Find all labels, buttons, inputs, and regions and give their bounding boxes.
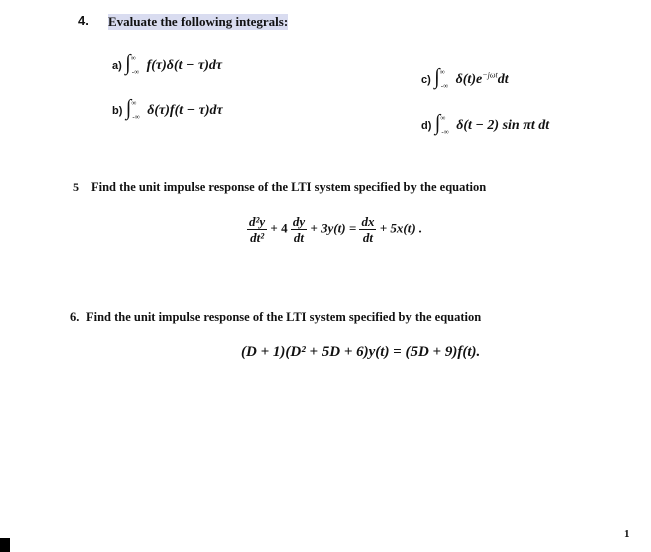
q4b-label: b) bbox=[112, 105, 123, 117]
fraction-d2y-dt2: $\frac{\text{d²y}}{\text{dt²}}$ bbox=[249, 214, 266, 245]
q4c-integrand: δ(t)e bbox=[455, 72, 483, 87]
q4b-integrand: δ(τ)f(t − τ)dτ bbox=[147, 103, 223, 118]
q4-instruction: Evaluate the following integrals: bbox=[108, 14, 289, 29]
q4c-lower: -∞ bbox=[440, 82, 449, 90]
q5-equation bbox=[247, 215, 422, 244]
q5-plus4: + 4 bbox=[270, 220, 288, 236]
q6-text: Find the unit impulse response of the LTI system specified by the equation bbox=[86, 310, 482, 324]
q5-number: 5 bbox=[73, 180, 79, 194]
q4a-label: a) bbox=[112, 60, 122, 72]
q4c-tail: dt bbox=[497, 72, 509, 87]
integral-icon: ∫ bbox=[125, 95, 132, 121]
fraction-dx-dt: $\frac{dx}{dt}$ bbox=[361, 214, 375, 245]
q4b-lower: -∞ bbox=[132, 113, 140, 121]
q4b bbox=[112, 97, 223, 120]
integral-icon: ∫ bbox=[434, 110, 441, 136]
q4a-integrand: f(τ)δ(t − τ)dτ bbox=[146, 58, 223, 73]
q4d-label: d) bbox=[421, 120, 432, 132]
q4-number: 4. bbox=[78, 13, 89, 28]
q4d-lower: -∞ bbox=[441, 128, 449, 136]
q5-tail: + 5x(t) . bbox=[379, 220, 423, 236]
integral-icon: ∫ bbox=[125, 50, 131, 76]
page-number: 1 bbox=[624, 528, 630, 540]
q4c-label: c) bbox=[421, 74, 431, 86]
q4a-lower: -∞ bbox=[131, 68, 140, 76]
q6-equation: (D + 1)(D² + 5D + 6)y(t) = (5D + 9)f(t). bbox=[241, 344, 481, 360]
q4c-exponent: −jωt bbox=[482, 70, 498, 80]
q4d bbox=[421, 112, 549, 135]
q4a-upper: ∞ bbox=[130, 54, 136, 62]
fraction-dy-dt: $\frac{dy}{dt}$ bbox=[292, 214, 306, 245]
corner-mark bbox=[0, 538, 10, 552]
integral-icon: ∫ bbox=[434, 64, 440, 90]
q5-mid: + 3y(t) = bbox=[310, 220, 357, 236]
q6-number: 6. bbox=[70, 310, 80, 324]
q4c-upper: ∞ bbox=[439, 68, 445, 76]
q4d-upper: ∞ bbox=[440, 114, 446, 122]
q4c bbox=[421, 66, 509, 89]
q4d-integrand: δ(t − 2) sin πt dt bbox=[456, 118, 550, 133]
q4b-upper: ∞ bbox=[131, 99, 137, 107]
q4a bbox=[112, 52, 222, 75]
q5-text: Find the unit impulse response of the LTI system specified by the equation bbox=[91, 180, 487, 194]
